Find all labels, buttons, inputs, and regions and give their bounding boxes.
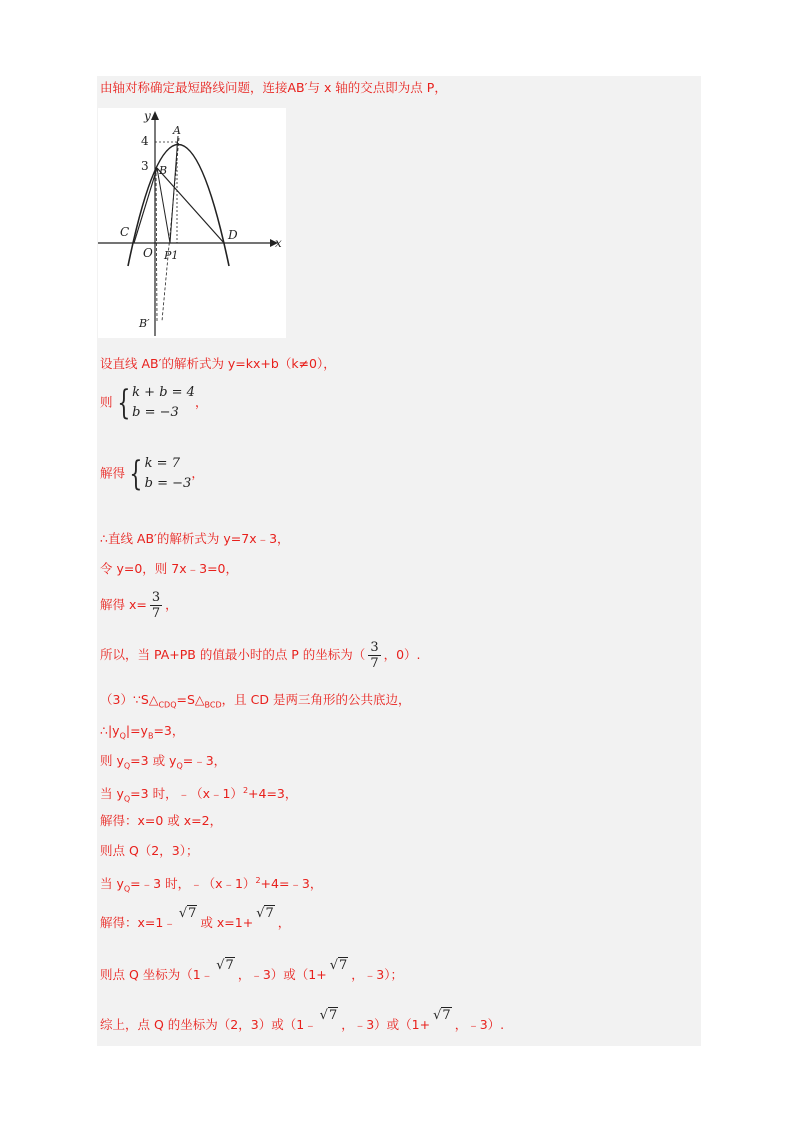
point-c-label: C: [120, 225, 130, 239]
system-row: b = −3: [132, 405, 179, 420]
tick-4-label: 4: [141, 134, 149, 148]
point-p-label: P1: [164, 249, 179, 262]
text-line: 当 $y_Q=﹣3$ 时，﹣（x﹣1）$^2$+4=﹣3，: [100, 876, 323, 894]
text-line: 设直线 AB′的解析式为 y=kx+b（k≠0），: [100, 356, 336, 371]
fraction-line: [100, 640, 421, 671]
punct: ，: [191, 465, 204, 481]
guide-dash: [156, 168, 157, 321]
origin-label: O: [143, 246, 153, 260]
point-bprime-label: B′: [139, 317, 150, 330]
point-a-label: A: [173, 124, 181, 137]
fraction: $\frac{3}{7}$: [370, 640, 379, 671]
equation-system-2: [100, 454, 204, 494]
point-b-label: B: [159, 164, 168, 177]
tick-3-label: 3: [141, 159, 149, 173]
brace-system: { k + b = 4 b = −3: [116, 383, 195, 423]
sqrt: √7: [256, 906, 274, 921]
sqrt: √7: [433, 1008, 451, 1023]
text-line: 则 $y_Q=3$ 或 $y_Q=﹣3$，: [100, 753, 227, 771]
label-jiede: 解得: [100, 465, 126, 481]
fraction-line: [100, 590, 178, 621]
text-part: 所以，当 PA+PB 的值最小时的点 P 的坐标为（: [100, 647, 366, 662]
sqrt: √7: [178, 906, 197, 921]
x-axis-label: x: [275, 236, 282, 250]
sqrt-line: 则点 Q 坐标为（1﹣√7，﹣3）或（1+√7，﹣3）；: [100, 958, 403, 982]
text-line: 则点 Q（2，3）；: [100, 843, 199, 858]
text-part: ，0）.: [383, 647, 421, 662]
graph-svg: [98, 108, 286, 338]
sqrt-line: 综上，点 Q 的坐标为（2，3）或（1﹣√7，﹣3）或（1+√7，﹣3）.: [100, 1008, 505, 1032]
sqrt: √7: [319, 1008, 338, 1023]
sqrt: √7: [329, 958, 348, 973]
point-d-label: D: [228, 228, 238, 242]
punct: ，: [194, 394, 208, 410]
text-line: 令 y=0，则 7x﹣3=0，: [100, 561, 239, 576]
parabola-graph: [98, 108, 286, 338]
brace-system: { k = 7 b = −3: [129, 454, 192, 494]
system-row: k = 7: [144, 456, 180, 471]
segment-bc: [134, 168, 157, 243]
y-axis-label: y: [144, 109, 151, 123]
sqrt: √7: [216, 958, 234, 973]
y-axis-arrow: [151, 111, 159, 120]
text-part: 解得 x=: [100, 597, 147, 612]
sqrt-line: 解得：x=1﹣√7或 x=1+√7，: [100, 906, 291, 930]
system-row: k + b = 4: [132, 385, 195, 400]
text-line: 解得：x=0 或 x=2，: [100, 813, 223, 828]
label-ze: 则: [100, 394, 113, 410]
segment-pb: [157, 168, 170, 243]
fraction: $\frac{3}{7}$: [151, 590, 161, 621]
text-part: ，: [165, 597, 178, 612]
text-line: $\therefore|y_Q|=y_B=3$，: [100, 723, 185, 741]
text-line: 当 $y_Q=3$ 时，﹣（x﹣1）$^2$+4=3，: [100, 786, 298, 804]
text-line: 由轴对称确定最短路线问题，连接AB′与 x 轴的交点即为点 P，: [100, 80, 447, 95]
equation-system-1: [100, 383, 207, 423]
system-row: b = −3: [144, 476, 192, 491]
text-line: ∴直线 AB′的解析式为 y=7x﹣3，: [100, 531, 290, 546]
text-line: $(3)\because S\triangle_{CDQ}=S\triangle_{BCD}$，且 CD 是两三角形的公共底边，: [100, 692, 411, 710]
